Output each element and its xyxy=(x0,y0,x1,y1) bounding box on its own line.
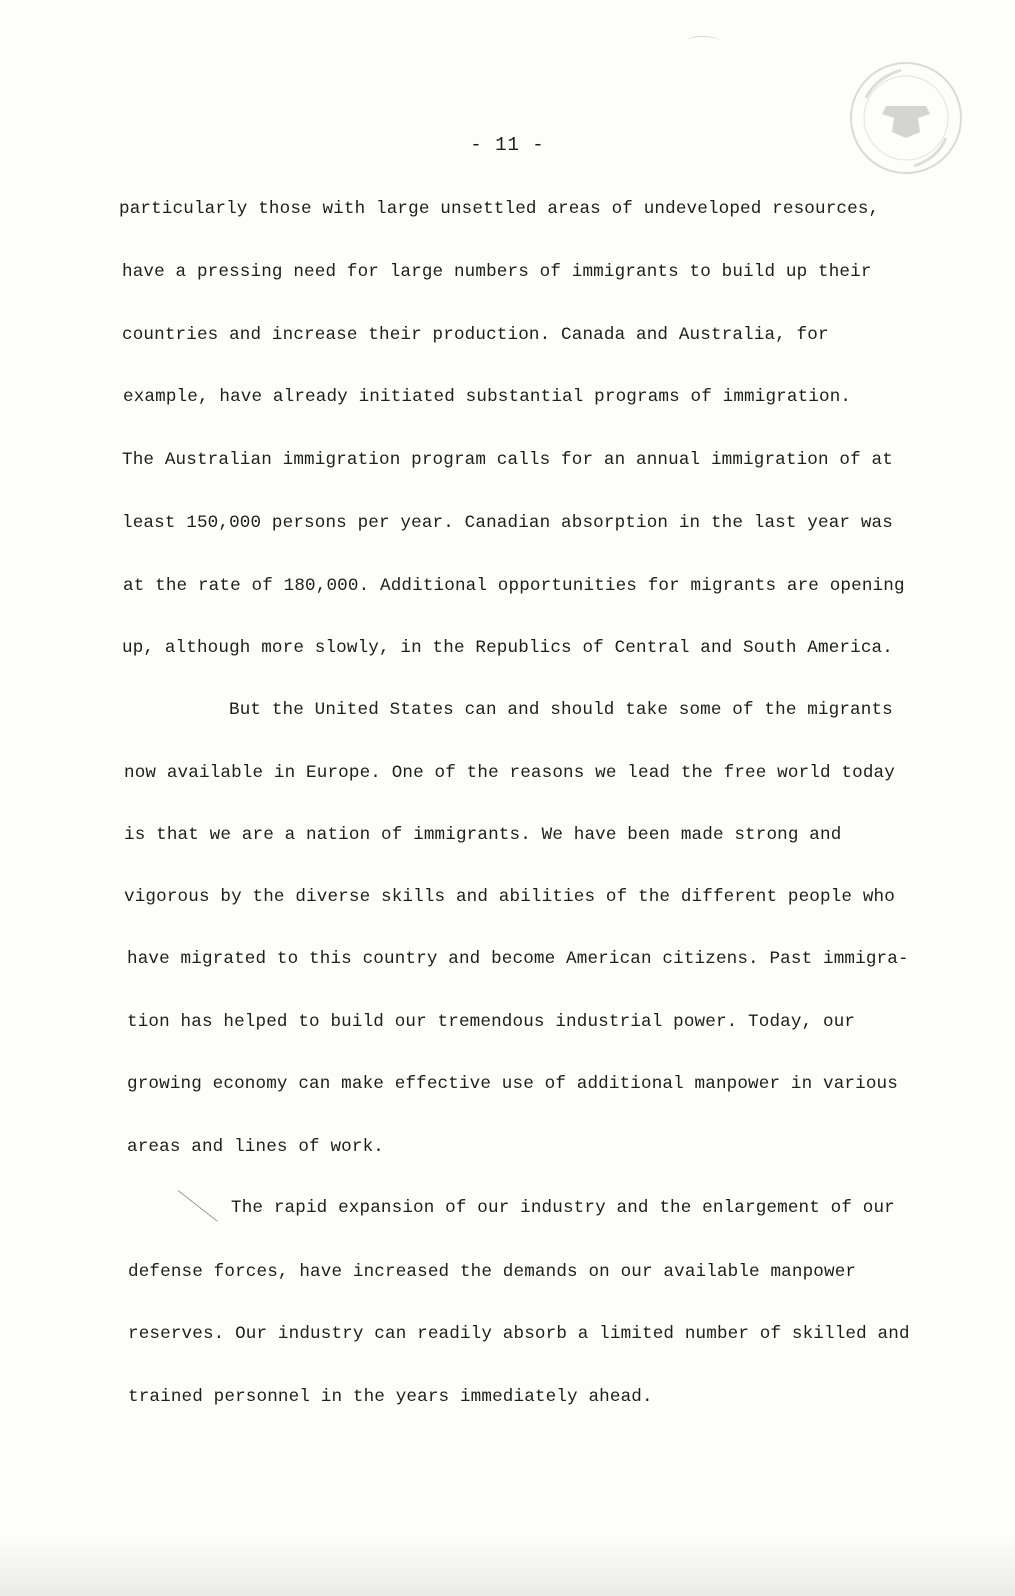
text-line: particularly those with large unsettled areas of undeveloped resources, xyxy=(119,199,880,219)
text-line: countries and increase their production. Canada and Australia, for xyxy=(122,325,829,345)
text-line: now available in Europe. One of the reasons we lead the free world today xyxy=(124,763,895,783)
paper-mark xyxy=(686,36,720,47)
text-line: defense forces, have increased the demands on our available manpower xyxy=(128,1262,857,1282)
text-line: have a pressing need for large numbers of immigrants to build up their xyxy=(122,262,872,282)
text-line: areas and lines of work. xyxy=(127,1137,384,1157)
text-line: The Australian immigration program calls for an annual immigration of at xyxy=(122,450,893,470)
text-line: vigorous by the diverse skills and abilities of the different people who xyxy=(124,887,895,907)
text-line: at the rate of 180,000. Additional opportunities for migrants are opening xyxy=(123,576,905,596)
text-line: tion has helped to build our tremendous industrial power. Today, our xyxy=(127,1012,856,1032)
text-line: reserves. Our industry can readily absorb a limited number of skilled and xyxy=(128,1324,910,1344)
page-shadow xyxy=(0,1536,1015,1596)
text-line: is that we are a nation of immigrants. We have been made strong and xyxy=(124,825,842,845)
text-line: But the United States can and should take some of the migrants xyxy=(229,700,893,720)
page-number: - 11 - xyxy=(470,134,545,156)
library-stamp xyxy=(846,58,966,178)
text-line: least 150,000 persons per year. Canadian absorption in the last year was xyxy=(122,513,893,533)
text-line: The rapid expansion of our industry and the enlargement of our xyxy=(231,1198,895,1218)
text-line: growing economy can make effective use of additional manpower in various xyxy=(127,1074,898,1094)
text-line: have migrated to this country and become American citizens. Past immigra- xyxy=(127,949,909,969)
text-line: trained personnel in the years immediately ahead. xyxy=(128,1387,653,1407)
text-line: example, have already initiated substantial programs of immigration. xyxy=(123,387,852,407)
pencil-mark xyxy=(178,1190,218,1222)
text-line: up, although more slowly, in the Republics of Central and South America. xyxy=(122,638,893,658)
